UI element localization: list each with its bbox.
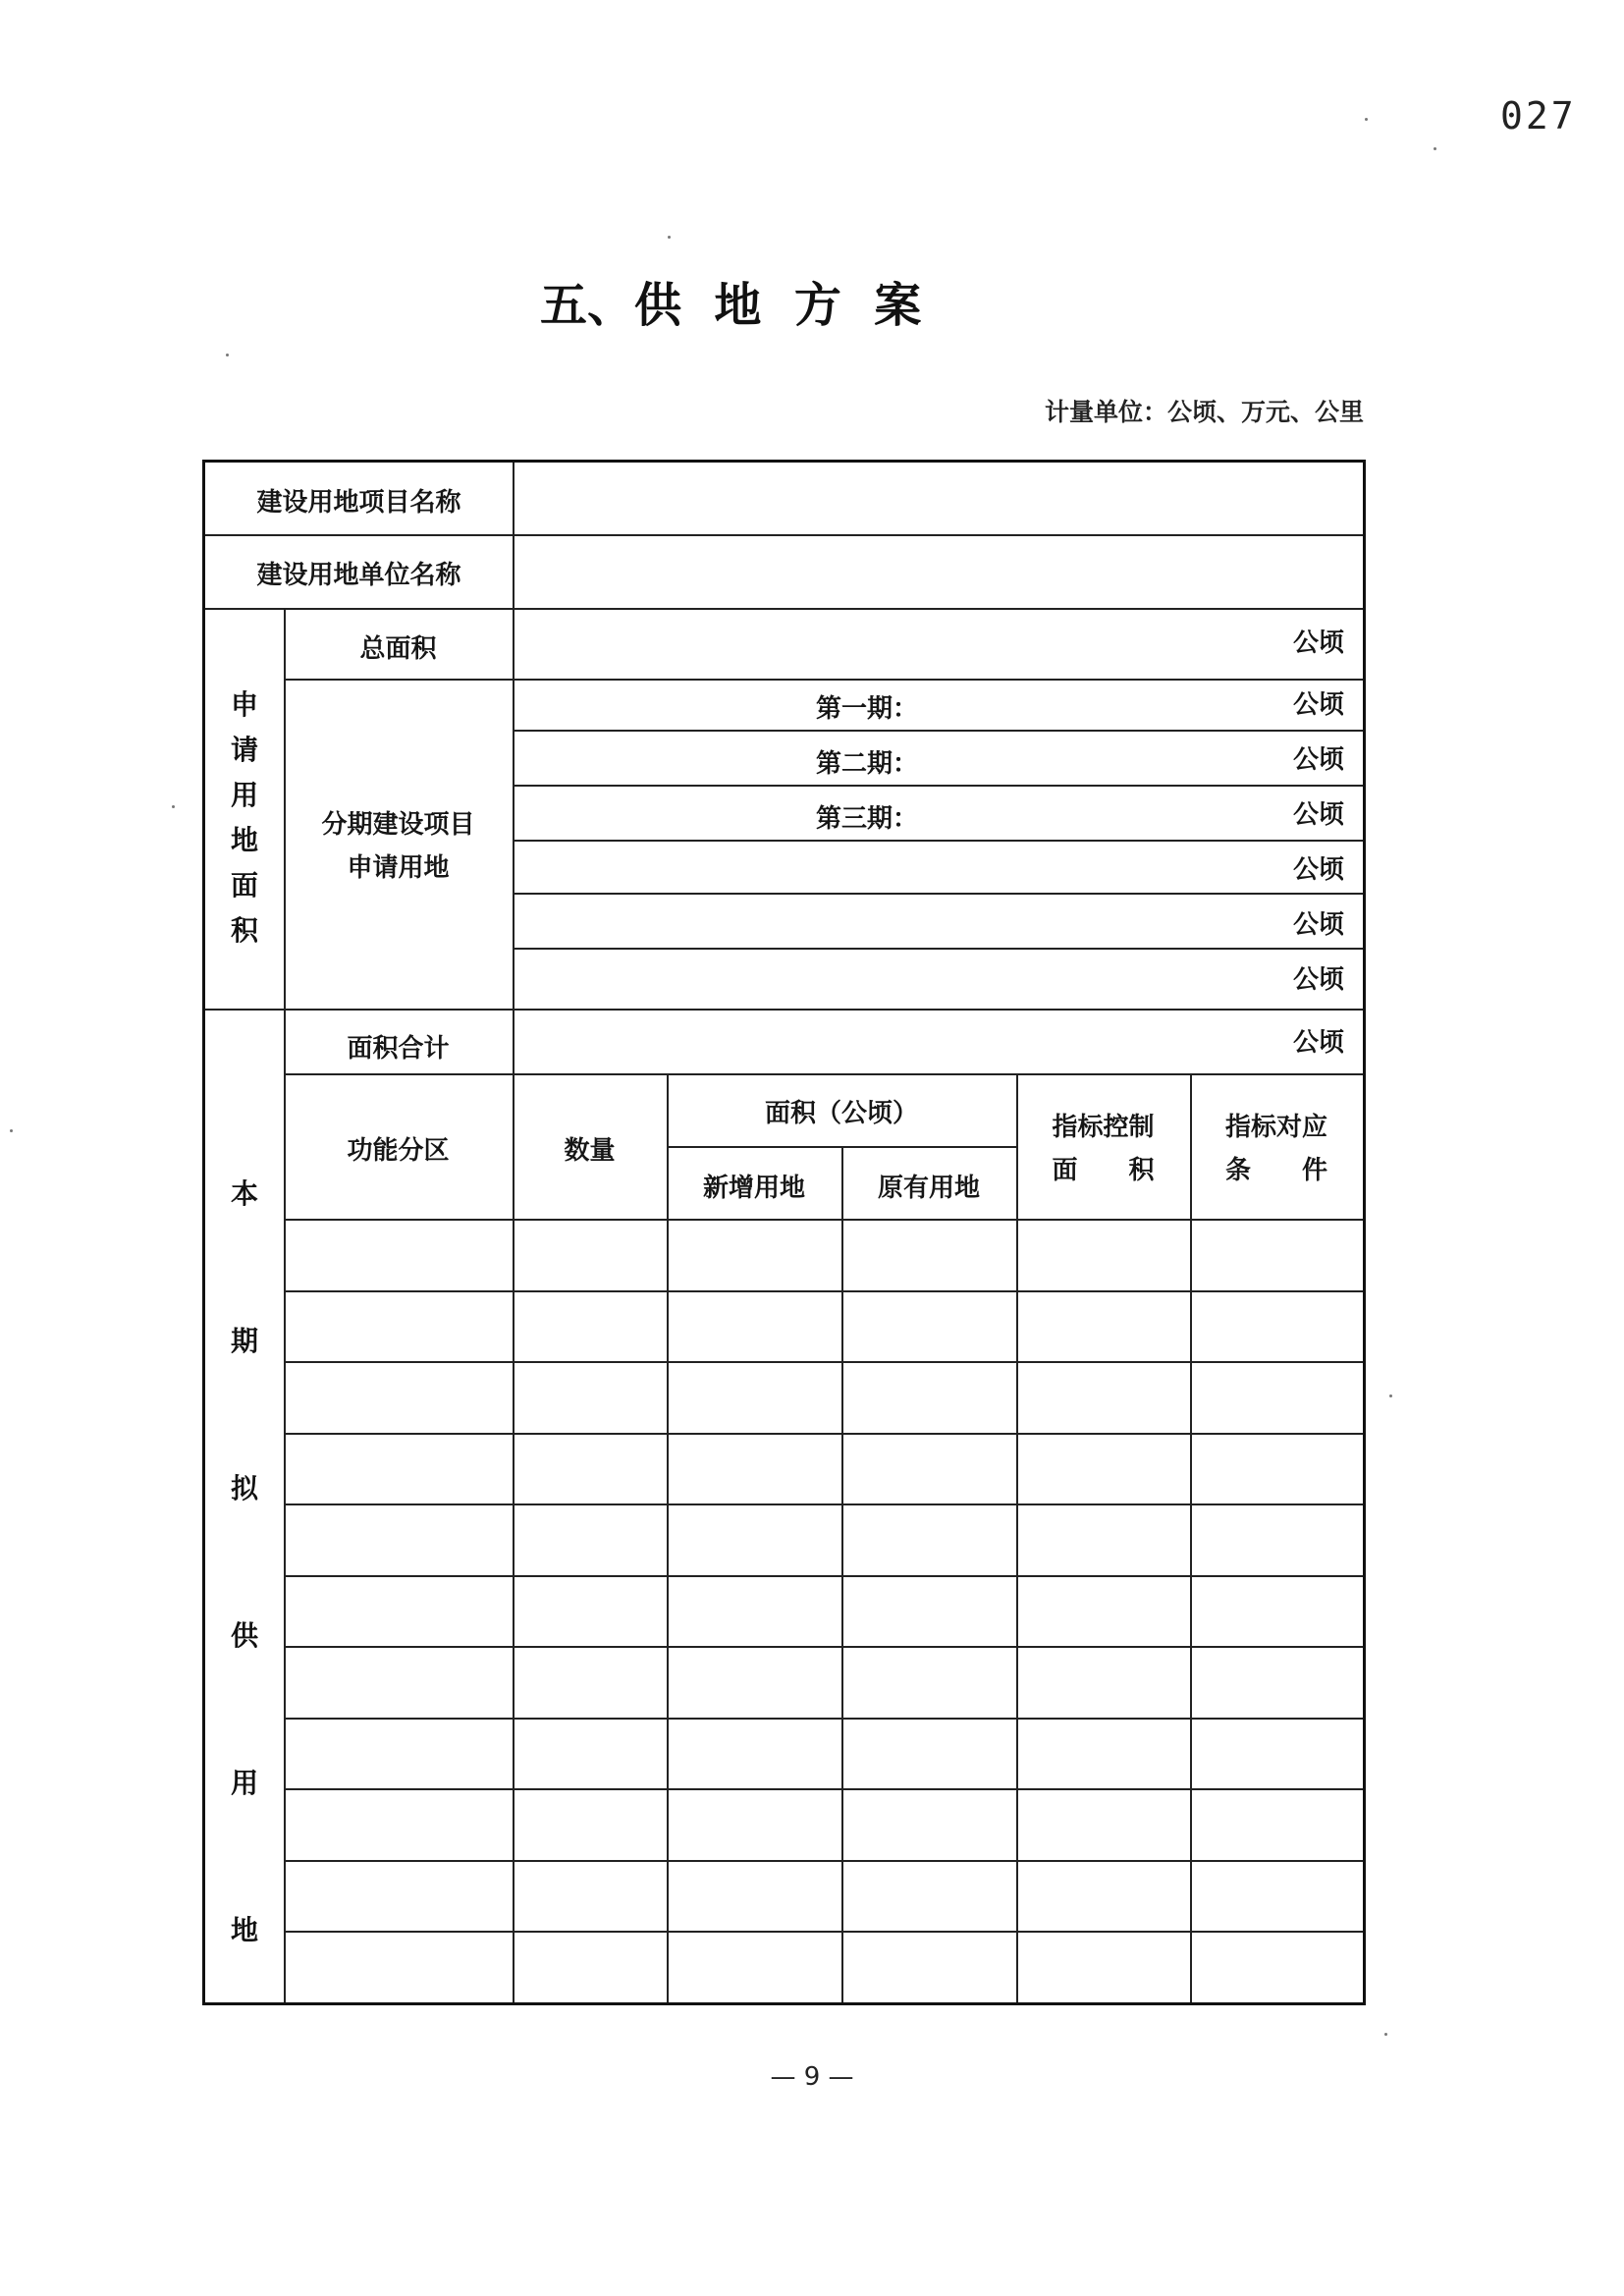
- phase-6-unit: 公顷: [1292, 965, 1344, 995]
- data-cell[interactable]: [843, 1862, 1015, 1931]
- data-cell[interactable]: [514, 1648, 666, 1717]
- col-indicator-area-line1: 指标控制: [1052, 1113, 1155, 1142]
- data-cell[interactable]: [1018, 1435, 1189, 1503]
- phase-5-unit: 公顷: [1292, 910, 1344, 940]
- data-cell[interactable]: [669, 1862, 840, 1931]
- data-cell[interactable]: [669, 1363, 840, 1432]
- scan-speck: [1434, 147, 1436, 150]
- row-line-phase4: [513, 840, 1363, 842]
- data-cell[interactable]: [843, 1577, 1015, 1646]
- data-cell[interactable]: [1192, 1720, 1362, 1788]
- scan-speck: [1384, 2033, 1387, 2036]
- data-cell[interactable]: [669, 1790, 840, 1859]
- data-cell[interactable]: [514, 1363, 666, 1432]
- land-supply-form: [202, 460, 1366, 2005]
- data-cell[interactable]: [843, 1292, 1015, 1361]
- unit-name-label: 建设用地单位名称: [256, 561, 461, 590]
- col-line-phased: [513, 679, 514, 1009]
- data-cell[interactable]: [1192, 1577, 1362, 1646]
- scan-speck: [10, 1129, 13, 1132]
- row-line-phase6: [513, 948, 1363, 950]
- data-cell[interactable]: [514, 1435, 666, 1503]
- data-cell[interactable]: [843, 1363, 1015, 1432]
- data-cell[interactable]: [514, 1862, 666, 1931]
- data-cell[interactable]: [1192, 1363, 1362, 1432]
- phased-label-line1: 分期建设项目: [321, 810, 475, 840]
- unit-name-field[interactable]: [514, 536, 1363, 607]
- data-cell[interactable]: [286, 1221, 512, 1289]
- data-cell[interactable]: [843, 1790, 1015, 1859]
- data-cell[interactable]: [1018, 1363, 1189, 1432]
- project-name-field[interactable]: [514, 463, 1363, 533]
- data-cell[interactable]: [843, 1720, 1015, 1788]
- data-cell[interactable]: [669, 1720, 840, 1788]
- phase-2-label: 第二期：: [816, 749, 919, 779]
- col-existing-land-header: 原有用地: [877, 1174, 980, 1203]
- data-cell[interactable]: [286, 1790, 512, 1859]
- data-cell[interactable]: [514, 1790, 666, 1859]
- scan-speck: [172, 805, 175, 808]
- data-cell[interactable]: [843, 1648, 1015, 1717]
- data-cell[interactable]: [843, 1435, 1015, 1503]
- row-line-phase2: [513, 730, 1363, 732]
- col-quantity-header: 数量: [564, 1136, 616, 1166]
- data-cell[interactable]: [514, 1933, 666, 2001]
- data-cell[interactable]: [669, 1435, 840, 1503]
- data-cell[interactable]: [286, 1577, 512, 1646]
- phase-1-label: 第一期：: [816, 694, 919, 724]
- project-name-label: 建设用地项目名称: [256, 488, 461, 518]
- page-number: 027: [1500, 94, 1577, 137]
- data-cell[interactable]: [669, 1221, 840, 1289]
- current-supply-label: 本期拟供用地: [230, 1177, 258, 1946]
- phase-2-unit: 公顷: [1292, 745, 1344, 775]
- data-cell[interactable]: [514, 1720, 666, 1788]
- data-cell[interactable]: [1192, 1862, 1362, 1931]
- data-cell[interactable]: [1018, 1933, 1189, 2001]
- data-cell[interactable]: [514, 1292, 666, 1361]
- data-cell[interactable]: [286, 1648, 512, 1717]
- section-divider: [205, 1009, 1363, 1011]
- data-cell[interactable]: [286, 1363, 512, 1432]
- phase-1-unit: 公顷: [1292, 690, 1344, 720]
- row-line-phase3: [513, 785, 1363, 787]
- row-line-2: [205, 608, 1363, 610]
- data-cell[interactable]: [669, 1505, 840, 1574]
- data-cell[interactable]: [286, 1933, 512, 2001]
- data-cell[interactable]: [669, 1933, 840, 2001]
- apply-area-label: 申请用地面积: [230, 688, 258, 947]
- col-indicator-area-line2: 面 积: [1052, 1156, 1155, 1185]
- data-cell[interactable]: [669, 1648, 840, 1717]
- data-cell[interactable]: [514, 1505, 666, 1574]
- page-title: 五、供 地 方 案: [540, 278, 922, 333]
- data-cell[interactable]: [669, 1577, 840, 1646]
- col-area-header: 面积（公顷）: [764, 1099, 918, 1128]
- data-cell[interactable]: [1018, 1862, 1189, 1931]
- row-line-3: [284, 679, 1363, 681]
- data-cell[interactable]: [1192, 1933, 1362, 2001]
- phased-label-line2: 申请用地: [347, 853, 450, 883]
- scan-speck: [1365, 118, 1368, 121]
- data-cell[interactable]: [843, 1221, 1015, 1289]
- area-total-label: 面积合计: [347, 1034, 450, 1064]
- col-indicator-cond-line1: 指标对应: [1224, 1113, 1327, 1142]
- data-cell[interactable]: [1192, 1435, 1362, 1503]
- data-cell[interactable]: [1192, 1221, 1362, 1289]
- data-cell[interactable]: [843, 1933, 1015, 2001]
- scan-speck: [1389, 1394, 1392, 1397]
- data-cell[interactable]: [1192, 1292, 1362, 1361]
- data-cell[interactable]: [843, 1505, 1015, 1574]
- data-cell[interactable]: [286, 1292, 512, 1361]
- data-cell[interactable]: [514, 1221, 666, 1289]
- col-new-land-header: 新增用地: [702, 1174, 805, 1203]
- phase-3-unit: 公顷: [1292, 800, 1344, 830]
- scan-speck: [668, 236, 671, 239]
- row-line-total: [284, 1073, 1363, 1075]
- data-cell[interactable]: [669, 1292, 840, 1361]
- data-cell[interactable]: [1018, 1720, 1189, 1788]
- area-total-unit: 公顷: [1292, 1028, 1344, 1058]
- total-area-label: 总面积: [359, 634, 437, 664]
- data-cell[interactable]: [1192, 1648, 1362, 1717]
- scan-speck: [226, 354, 229, 356]
- data-cell[interactable]: [1192, 1505, 1362, 1574]
- data-cell[interactable]: [1018, 1577, 1189, 1646]
- data-cell[interactable]: [1018, 1648, 1189, 1717]
- phase-3-label: 第三期：: [816, 804, 919, 834]
- data-cell[interactable]: [1018, 1790, 1189, 1859]
- data-cell[interactable]: [286, 1435, 512, 1503]
- phase-4-unit: 公顷: [1292, 855, 1344, 885]
- page-footer: — 9 —: [770, 2062, 854, 2092]
- data-cell[interactable]: [1192, 1790, 1362, 1859]
- data-cell[interactable]: [286, 1862, 512, 1931]
- col-function-header: 功能分区: [347, 1136, 450, 1166]
- row-line-phase5: [513, 893, 1363, 895]
- data-cell[interactable]: [1018, 1505, 1189, 1574]
- total-area-unit: 公顷: [1292, 629, 1344, 658]
- data-cell[interactable]: [514, 1577, 666, 1646]
- data-cell[interactable]: [286, 1720, 512, 1788]
- col-indicator-cond-line2: 条 件: [1224, 1156, 1327, 1185]
- data-cell[interactable]: [1018, 1221, 1189, 1289]
- unit-note: 计量单位：公顷、万元、公里: [1044, 398, 1364, 426]
- data-cell[interactable]: [1018, 1292, 1189, 1361]
- data-cell[interactable]: [286, 1505, 512, 1574]
